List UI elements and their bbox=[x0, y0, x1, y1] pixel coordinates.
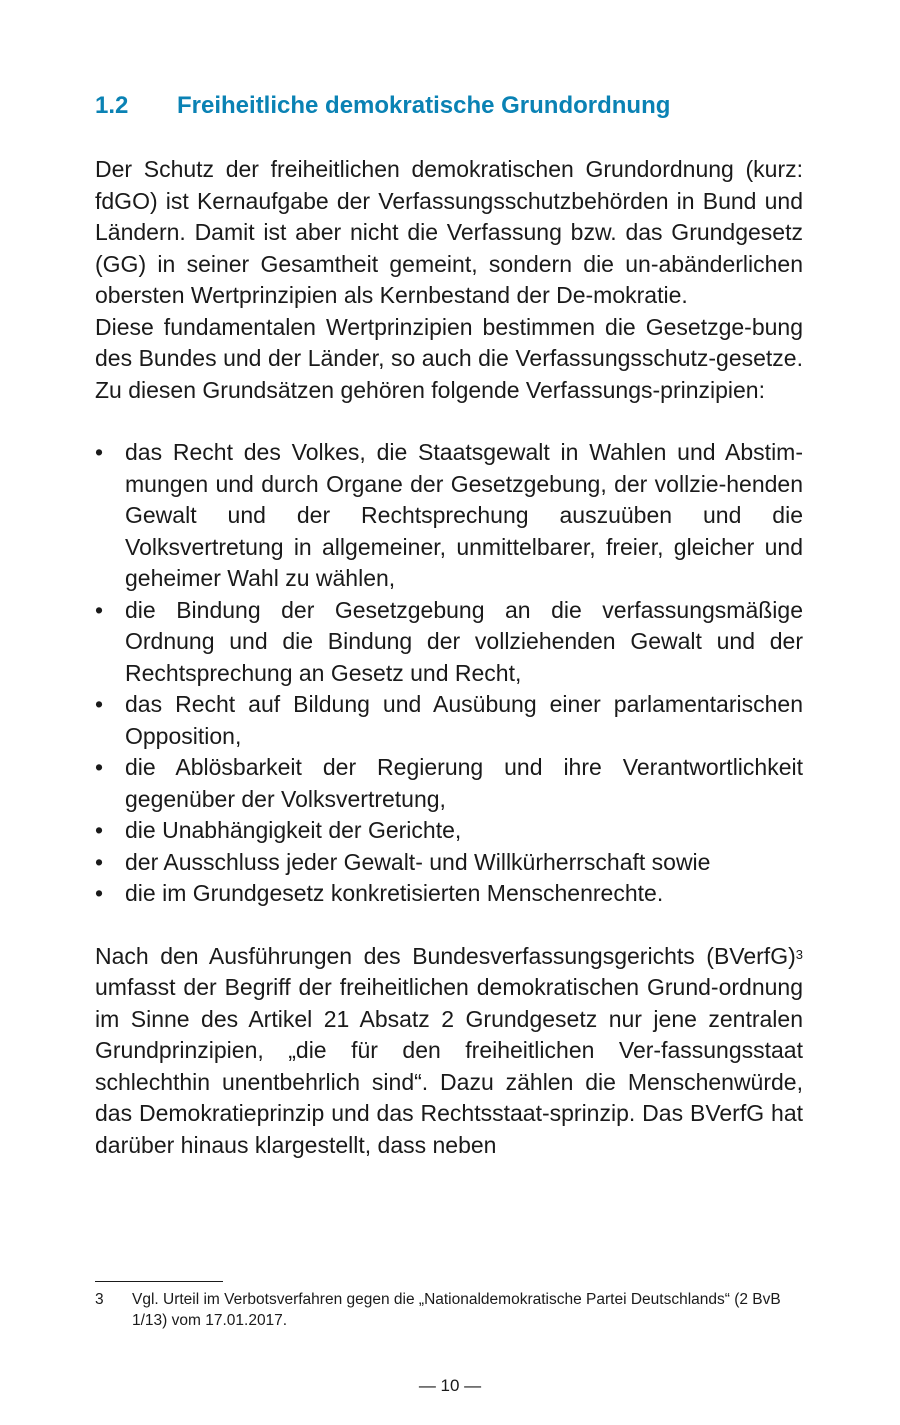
footnote-reference[interactable]: 3 bbox=[795, 946, 803, 962]
body-text bbox=[95, 154, 803, 1161]
paragraph-bverfg: Nach den Ausführungen des Bundesverfassungsgerichts (BVerfG)$^3$ umfasst der Begriff der freiheitlichen demokratischen Grund-ordnung im Sinne des Artikel 21 Absatz 2 Grundgesetz nur jene zentralen Grundprinzipien, „die für den freiheitlichen Ver-fassungsstaat schlechthin unentbehrlich sind“. Dazu zählen die Menschenwürde, das Demokratieprinzip und das Rechtsstaat-sprinzip. Das BVerfG hat darüber hinaus klargestellt, dass neben bbox=[95, 942, 803, 1158]
footnote bbox=[95, 1289, 803, 1331]
section-number: 1.2 bbox=[95, 92, 129, 119]
paragraph-principles: Diese fundamentalen Wertprinzipien bestimmen die Gesetzge-bung des Bundes und der Länder, so auch die Verfassungsschutz-gesetze. Zu diesen Grundsätzen gehören folgende Verfassungs-prinzipien: bbox=[95, 313, 803, 403]
section-title: Freiheitliche demokratische Grundordnung bbox=[177, 92, 671, 119]
footnote-text: Vgl. Urteil im Verbotsverfahren gegen die „Nationaldemokratische Partei Deutschlands“ (2 BvB 1/13) vom 17.01.2017. bbox=[132, 1291, 781, 1329]
list-item: • die Unabhängigkeit der Gerichte, bbox=[95, 815, 803, 847]
bullet-icon: • bbox=[95, 439, 104, 465]
page-number: — 10 — bbox=[418, 1376, 482, 1395]
bullet-icon: • bbox=[95, 817, 104, 843]
list-item: • das Recht auf Bildung und Ausübung einer parlamentarischen Opposition, bbox=[95, 691, 803, 749]
bullet-icon: • bbox=[95, 691, 104, 717]
footnote-number: 3 bbox=[95, 1291, 104, 1308]
list-item: • die Bindung der Gesetzgebung an die verfassungsmäßige Ordnung und die Bindung der vollziehenden Gewalt und der Rechtsprechung an Gesetz und Recht, bbox=[95, 596, 803, 686]
principles-list bbox=[95, 437, 803, 910]
bullet-icon: • bbox=[95, 848, 104, 875]
list-item: • das Recht des Volkes, die Staatsgewalt in Wahlen und Abstim-mungen und durch Organe der Gesetzgebung, der vollzie-henden Gewalt und der Rechtsprechung auszuüben und die Volksvertretung in allgemeiner, unmittelbarer, freier, gleicher und geheimer Wahl zu wählen, bbox=[95, 439, 803, 591]
list-item: • die Ablösbarkeit der Regierung und ihre Verantwortlichkeit gegenüber der Volksvertretung, bbox=[95, 754, 803, 812]
list-item: • die im Grundgesetz konkretisierten Menschenrechte. bbox=[95, 878, 803, 910]
bullet-icon: • bbox=[95, 596, 104, 623]
paragraph-intro: Der Schutz der freiheitlichen demokratischen Grundordnung (kurz: fdGO) ist Kernaufgabe der Verfassungsschutzbehörden in Bund und Ländern. Damit ist aber nicht die Verfassung bzw. das Grundgesetz (GG) in seiner Gesamtheit gemeint, sondern die un-abänderlichen obersten Wertprinzipien als Kernbestand der De-mokratie. bbox=[95, 156, 803, 308]
spacer bbox=[95, 910, 803, 941]
list-item: • der Ausschluss jeder Gewalt- und Willkürherrschaft sowie bbox=[95, 847, 803, 879]
footnote-divider bbox=[95, 1281, 223, 1282]
bullet-icon: • bbox=[95, 880, 104, 906]
section-heading bbox=[95, 88, 670, 124]
bullet-icon: • bbox=[95, 754, 104, 780]
spacer bbox=[95, 406, 803, 437]
